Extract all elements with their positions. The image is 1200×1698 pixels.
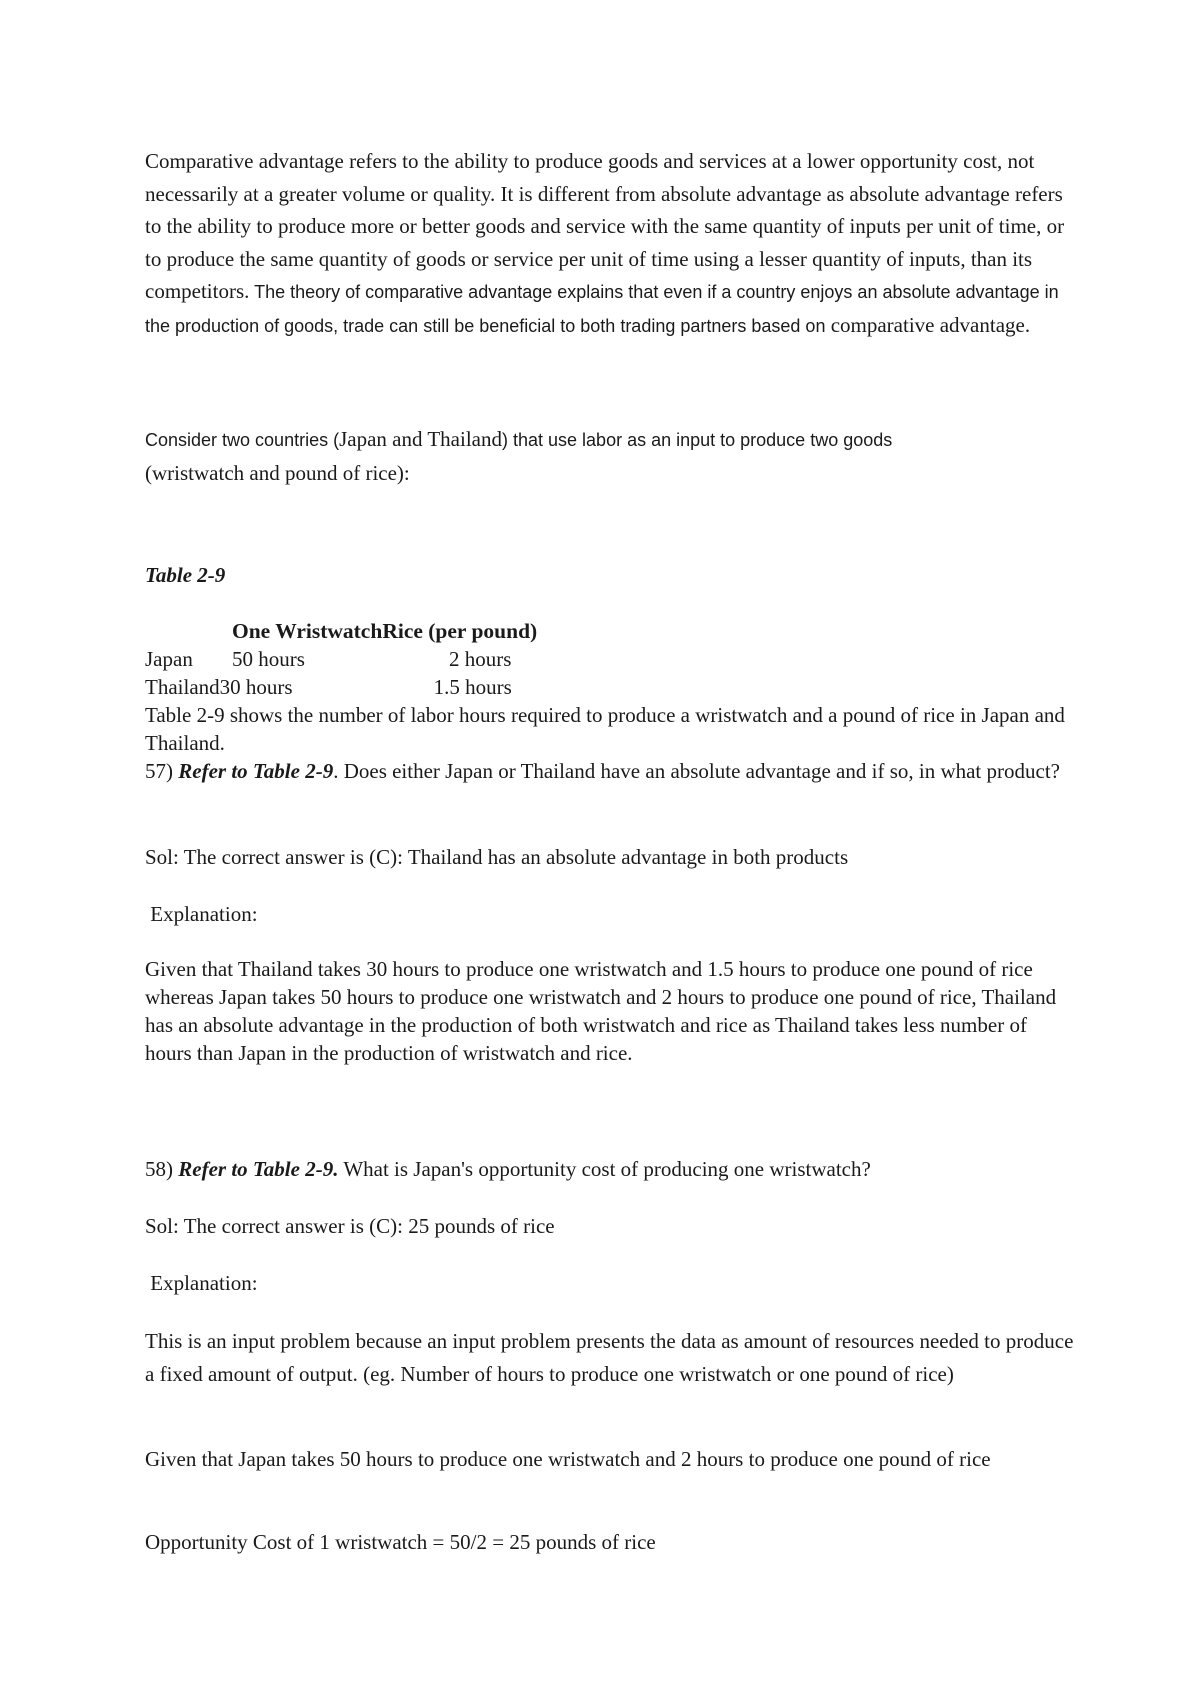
table-cell: 30 hours (219, 675, 293, 699)
q57-explanation-label: Explanation: (145, 902, 258, 926)
intro-text: Comparative advantage refers to the ability to produce goods and services at a lower opportunity cost, not necessarily at a greater volume or quality. It is different from absolute advantage as absolute advantage refers to the ability to produce more or better goods and service with the same quantity of inputs per unit of time, or to produce the same quantity of goods or service per unit of time using a lesser quantity of inputs, than its competitors. (145, 149, 1065, 303)
intro-theory-text: The theory of comparative advantage explains that even if a country enjoys an absolute advantage in the production of goods, trade can still be beneficial to both trading partners based on (145, 282, 1059, 336)
q58-explanation-1: This is an input problem because an input problem presents the data as amount of resources needed to produce a fixed amount of output. (eg. Number of hours to produce one wristwatch or one pound of rice) (145, 1329, 1074, 1386)
consider-paragraph (145, 423, 1075, 489)
table-caption-and-q57 (145, 701, 1075, 785)
q57-ref: Refer to Table 2-9 (178, 759, 334, 783)
consider-d: (wristwatch and pound of rice): (145, 460, 410, 485)
q58-number: 58) (145, 1157, 179, 1181)
q57-answer: Sol: The correct answer is (C): Thailand has an absolute advantage in both products (145, 845, 849, 869)
q58-question (145, 1155, 1075, 1183)
intro-paragraph (145, 145, 1075, 342)
q57-explanation: Given that Thailand takes 30 hours to produce one wristwatch and 1.5 hours to produce one pound of rice whereas Japan takes 50 hours to produce one wristwatch and 2 hours to produce one pound of rice, Thailand has an absolute advantage in the production of both wristwatch and rice as Thailand takes less number of hours than Japan in the production of wristwatch and rice. (145, 957, 1057, 1065)
intro-end-text: comparative advantage. (825, 312, 1031, 337)
labor-table (145, 617, 1075, 701)
table-caption: Table 2-9 shows the number of labor hours required to produce a wristwatch and a pound of rice in Japan and Thailand. (145, 703, 1065, 755)
table-title: Table 2-9 (145, 563, 226, 587)
q58-ref: Refer to Table 2-9. (178, 1157, 339, 1181)
consider-c: ) that use labor as an input to produce two goods (502, 430, 893, 450)
q58-formula: Opportunity Cost of 1 wristwatch = 50/2 = 25 pounds of rice (145, 1530, 656, 1554)
q57-text: . Does either Japan or Thailand have an absolute advantage and if so, in what product? (333, 759, 1060, 783)
table-header-row (145, 617, 1075, 645)
consider-a: Consider two countries ( (145, 430, 340, 450)
table-cell: 50 hours (232, 647, 305, 671)
consider-b: Japan and Thailand (339, 427, 502, 451)
table-cell: Japan (145, 647, 193, 671)
table-row (145, 645, 1075, 673)
document-page (145, 145, 1075, 1554)
q58-text: What is Japan's opportunity cost of producing one wristwatch? (338, 1157, 871, 1181)
table-header-cell (145, 617, 232, 645)
q57-number: 57) (145, 759, 179, 783)
table-header-cell: One Wristwatch (232, 619, 383, 643)
q58-explanation-2: Given that Japan takes 50 hours to produce one wristwatch and 2 hours to produce one pound of rice (145, 1447, 991, 1471)
table-row (145, 673, 1075, 701)
table-cell: 2 hours (449, 647, 512, 671)
table-cell: Thailand (145, 675, 220, 699)
q58-explanation-label: Explanation: (145, 1271, 258, 1295)
table-cell: 1.5 hours (433, 675, 512, 699)
q58-answer: Sol: The correct answer is (C): 25 pounds of rice (145, 1214, 555, 1238)
table-header-cell: Rice (per pound) (382, 619, 538, 643)
